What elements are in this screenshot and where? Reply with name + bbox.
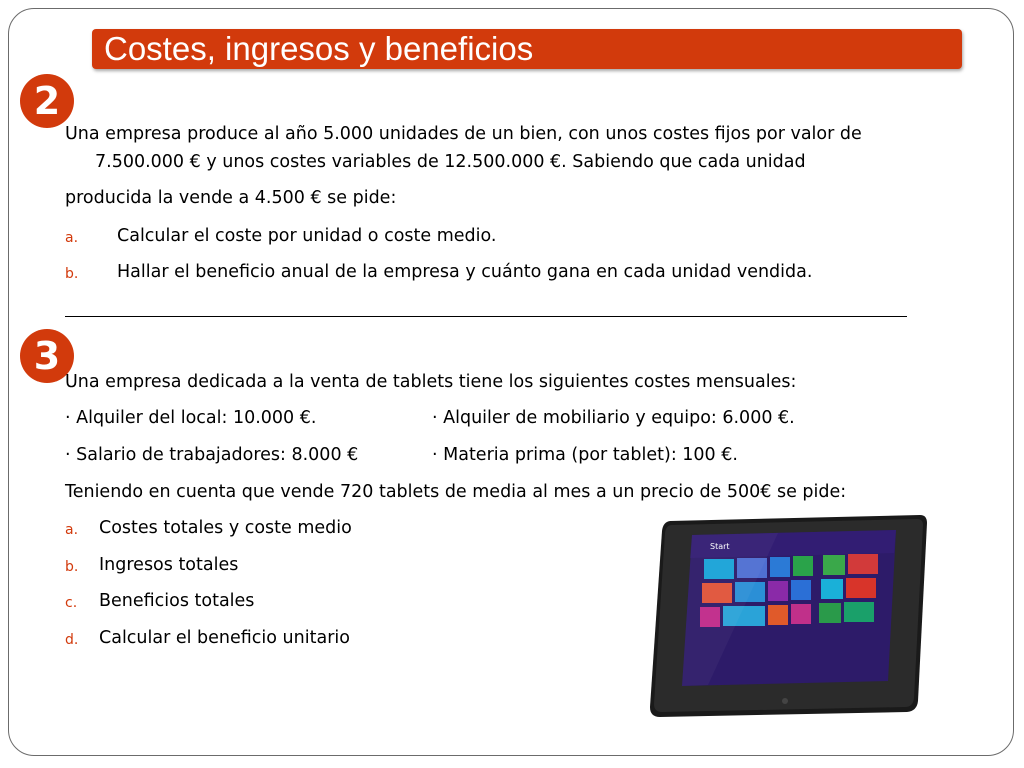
tablet-image [648, 513, 928, 718]
slide-title: Costes, ingresos y beneficios [104, 30, 534, 67]
list-item: Calcular el coste por unidad o coste medio. [117, 226, 497, 246]
section2-paragraph-line-3: producida la vende a 4.500 € se pide: [65, 188, 397, 208]
section-number-badge-2: 2 [20, 74, 74, 128]
list-item: Hallar el beneficio anual de la empresa y cuánto gana en cada unidad vendida. [117, 262, 813, 282]
title-bar [92, 29, 962, 69]
section2-paragraph-line-2: 7.500.000 € y unos costes variables de 12.500.000 €. Sabiendo que cada unidad [95, 152, 806, 172]
list-marker: d. [65, 632, 79, 648]
list-item: Ingresos totales [99, 555, 239, 575]
section3-intro: Una empresa dedicada a la venta de tablets tiene los siguientes costes mensuales: [65, 372, 797, 392]
tablet-screen-start-label: Start [710, 542, 730, 551]
list-marker: b. [65, 559, 79, 575]
section-divider [65, 316, 907, 317]
section3-sales-line: Teniendo en cuenta que vende 720 tablets de media al mes a un precio de 500€ se pide: [65, 482, 847, 502]
list-marker: a. [65, 230, 79, 246]
list-item: Beneficios totales [99, 591, 255, 611]
cost-item: · Materia prima (por tablet): 100 €. [432, 445, 738, 465]
list-item: Costes totales y coste medio [99, 518, 352, 538]
section2-paragraph-line-1: Una empresa produce al año 5.000 unidades de un bien, con unos costes fijos por valor de [65, 124, 862, 144]
list-marker: b. [65, 266, 79, 282]
cost-item: · Alquiler del local: 10.000 €. [65, 408, 317, 428]
cost-item: · Salario de trabajadores: 8.000 € [65, 445, 359, 465]
list-marker: a. [65, 522, 79, 538]
list-marker: c. [65, 595, 78, 611]
list-item: Calcular el beneficio unitario [99, 628, 350, 648]
cost-item: · Alquiler de mobiliario y equipo: 6.000 €. [432, 408, 795, 428]
section-number-badge-3: 3 [20, 329, 74, 383]
